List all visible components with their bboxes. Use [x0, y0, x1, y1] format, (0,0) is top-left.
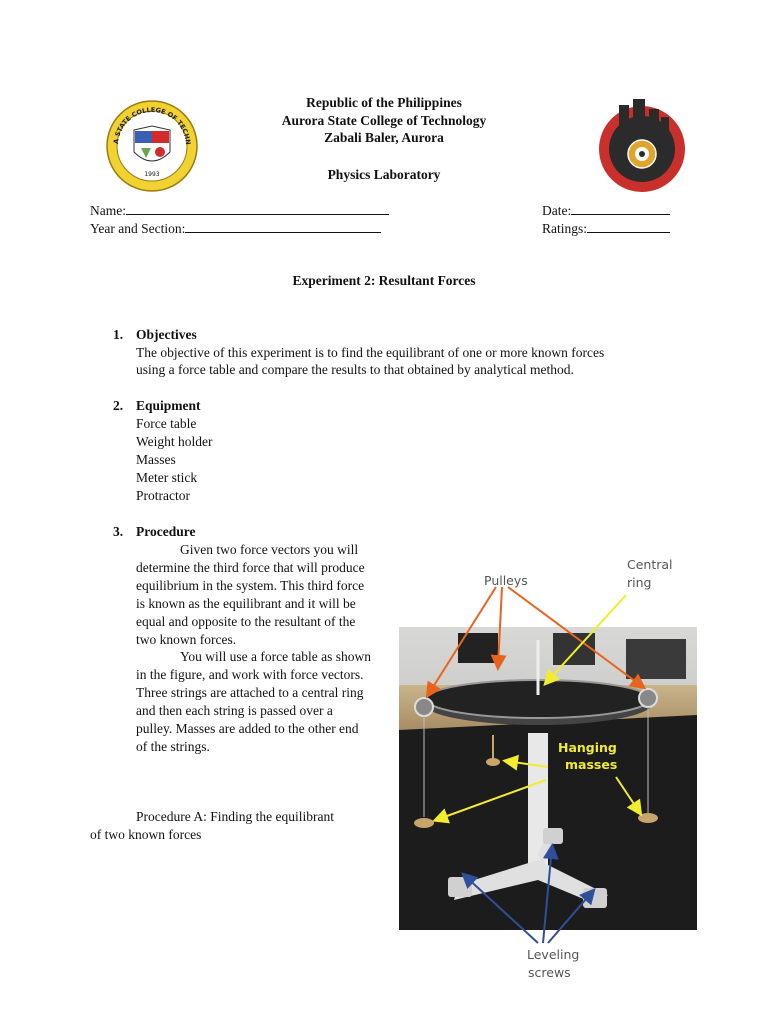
svg-text:1993: 1993	[144, 171, 160, 178]
objectives-heading: Objectives	[136, 327, 197, 342]
procedure-paragraph-1: Given two force vectors you will determine the third force that will produce equilibrium in the system. This third force is known as the equilibrant and it will be equal and opposite to the resultant of the two known forces.	[136, 542, 365, 647]
name-label: Name:	[90, 203, 126, 218]
equipment-item: Meter stick	[136, 470, 198, 485]
name-field[interactable]	[90, 202, 389, 219]
procedure-paragraph-2: You will use a force table as shown in the figure, and work with force vectors. Three strings are attached to a central ring and then each string is passed over a pulley. Masses are added to the other end of the strings.	[136, 649, 371, 754]
ratings-line[interactable]	[587, 220, 670, 233]
procedure-number: 3.	[113, 524, 124, 539]
date-line[interactable]	[571, 202, 670, 215]
header-lab: Physics Laboratory	[327, 167, 441, 182]
year-section-line[interactable]	[185, 220, 381, 233]
date-label: Date:	[542, 203, 572, 218]
objectives-number: 1.	[113, 327, 124, 342]
experiment-title: Experiment 2: Resultant Forces	[292, 273, 476, 288]
ratings-label: Ratings:	[542, 221, 588, 236]
label-central-ring-1: Central	[627, 557, 673, 572]
procedure-a-line1: Procedure A: Finding the equilibrant	[136, 809, 334, 824]
name-line[interactable]	[126, 202, 389, 215]
label-hanging-1: Hanging	[558, 740, 617, 755]
ratings-field[interactable]	[542, 220, 670, 237]
label-pulleys: Pulleys	[484, 573, 528, 588]
equipment-item: Masses	[136, 452, 176, 467]
year-section-label: Year and Section:	[90, 221, 186, 236]
svg-text:AURORA STATE COLLEGE OF TECHNO: A STATE COLLEGE OF TECHN	[112, 105, 193, 146]
equipment-number: 2.	[113, 398, 124, 413]
header-college: Aurora State College of Technology	[281, 113, 487, 128]
date-field[interactable]	[542, 202, 670, 219]
label-leveling-1: Leveling	[527, 947, 580, 962]
objectives-text-line1: The objective of this experiment is to find the equilibrant of one or more known forces	[136, 345, 605, 360]
label-hanging-2: masses	[565, 757, 618, 772]
header-address: Zabali Baler, Aurora	[324, 130, 444, 145]
procedure-body	[136, 541, 372, 756]
force-table-figure	[398, 555, 698, 985]
year-section-field[interactable]	[90, 220, 381, 237]
procedure-heading: Procedure	[136, 524, 196, 539]
objectives-text-line2: using a force table and compare the results to that obtained by analytical method.	[136, 362, 574, 377]
equipment-heading: Equipment	[136, 398, 201, 413]
header-republic: Republic of the Philippines	[306, 95, 462, 110]
procedure-a-line2: of two known forces	[90, 827, 202, 842]
label-leveling-2: screws	[528, 965, 571, 980]
equipment-item: Force table	[136, 416, 197, 431]
equipment-item: Protractor	[136, 488, 190, 503]
equipment-item: Weight holder	[136, 434, 213, 449]
label-central-ring-2: ring	[627, 575, 652, 590]
